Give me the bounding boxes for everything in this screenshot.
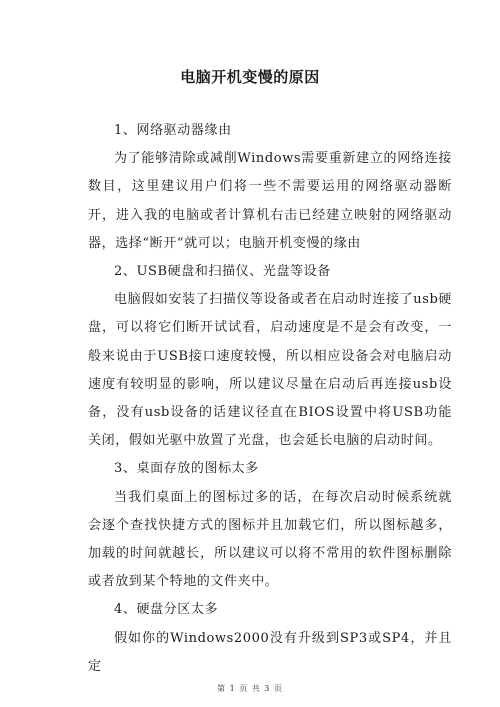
paragraph-disk-partitions: 假如你的Windows2000没有升级到SP3或SP4，并且定: [88, 630, 452, 674]
paragraph-usb-devices: 电脑假如安装了扫描仪等设备或者在启动时连接了usb硬盘，可以将它们断开试试看，启动速度是不是会有改变，一般来说由于USB接口速度较慢，所以相应设备会对电脑启动速度有较明显的影响，所以建议尽量在启动后再连接usb设备，没有usb设备的话建议径直在BIOS设置中将USB功能关闭，假如光驱中放置了光盘，也会延长电脑的启动时间。: [88, 292, 452, 449]
paragraph-desktop-icons: 当我们桌面上的图标过多的话，在每次启动时候系统就会逐个查找快捷方式的图标并且加载它们，所以图标越多，加载的时间就越长，所以建议可以将不常用的软件图标删除或者放到某个特地的文件夹中。: [88, 489, 452, 590]
paragraph-network-drive: 为了能够清除或减削Windows需要重新建立的网络连接数目，这里建议用户们将一些不需要运用的网络驱动器断开，进入我的电脑或者计算机右击已经建立映射的网络驱动器，选择“断开”就可以；电脑开机变慢的缘由: [88, 151, 452, 251]
section-heading-desktop-icons: 3、桌面存放的图标太多: [114, 461, 259, 477]
document-body: [88, 117, 452, 681]
section-heading-disk-partitions: 4、硬盘分区太多: [114, 602, 219, 618]
document-title: 电脑开机变慢的原因: [180, 68, 320, 86]
section-heading-network-drive: 1、网络驱动器缘由: [114, 123, 232, 138]
page-number-footer: 第 1 页 共 3 页: [217, 684, 283, 693]
section-heading-usb-devices: 2、USB硬盘和扫描仪、光盘等设备: [114, 264, 331, 280]
